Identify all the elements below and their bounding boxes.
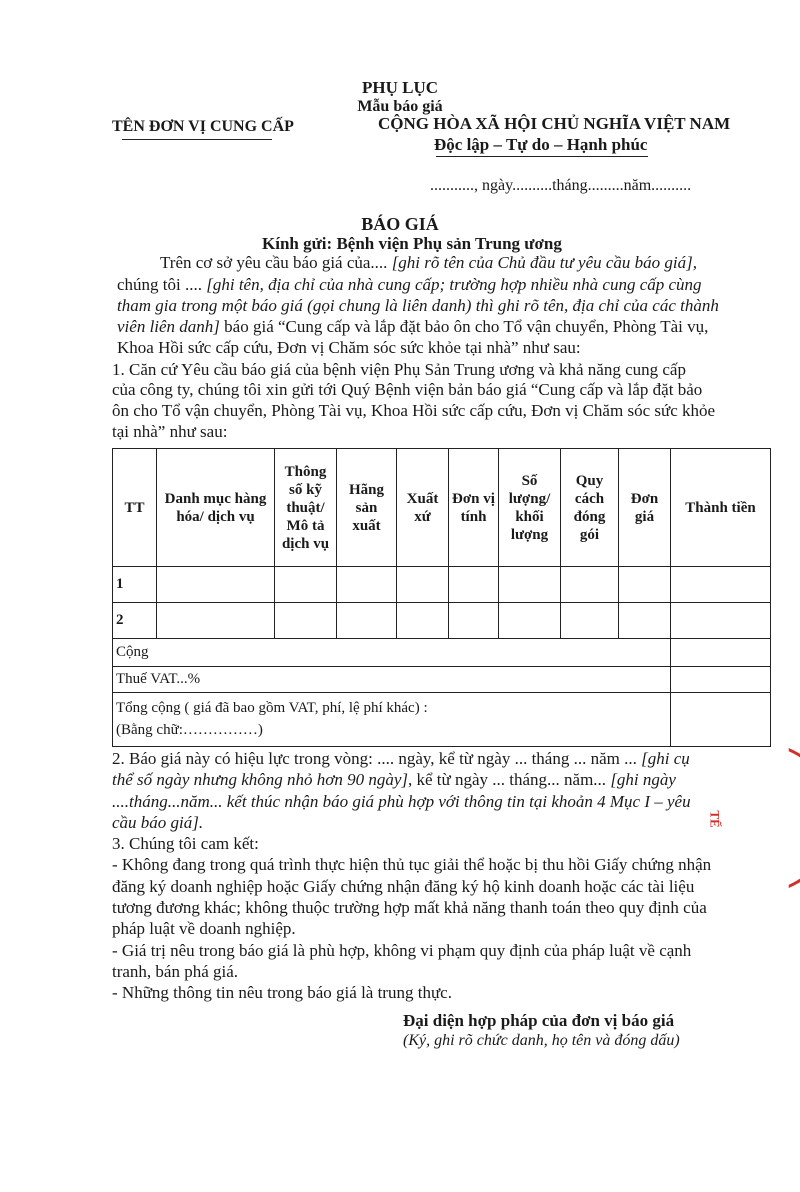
amount-in-words: (Bằng chữ:……………) (116, 722, 263, 738)
intro-line-2: chúng tôi .... [ghi tên, địa chỉ của nhà cung cấp; trường hợp nhiều nhà cung cấp cùng (117, 275, 702, 294)
stamp-text: TẾ (707, 810, 723, 828)
section3-heading: 3. Chúng tôi cam kết: (112, 834, 259, 853)
commitment-2-line-2: tranh, bán phá giá. (112, 962, 239, 981)
header-cell: Thông số kỹ thuật/ Mô tả dịch vụ (275, 449, 337, 567)
recipient-line: Kính gửi: Bệnh viện Phụ sản Trung ương (262, 234, 562, 253)
total-label: Tổng cộng ( giá đã bao gồm VAT, phí, lệ phí khác) : (116, 700, 428, 716)
row-number: 1 (113, 567, 157, 603)
intro-line-1: Trên cơ sở yêu cầu báo giá của.... [ghi rõ tên của Chủ đầu tư yêu cầu báo giá], (160, 253, 698, 272)
section2-line-3: ....tháng...năm... kết thúc nhận báo giá phù hợp với thông tin tại khoản 4 Mục I – yêu (112, 792, 691, 811)
date-line: ..........., ngày..........tháng.........năm.......... (430, 177, 692, 194)
quotation-table (112, 448, 771, 747)
header-cell: Xuất xứ (397, 449, 449, 567)
commitment-1-line-3: tương đương khác; không thuộc trường hợp mất khả năng thanh toán theo quy định của (112, 898, 707, 917)
section1-line-4: tại nhà” như sau: (112, 422, 228, 441)
supplier-underline (122, 139, 272, 140)
appendix-title: PHỤ LỤC (361, 78, 439, 97)
commitment-3: - Những thông tin nêu trong báo giá là trung thực. (112, 983, 452, 1002)
country-name: CỘNG HÒA XÃ HỘI CHỦ NGHĨA VIỆT NAM (378, 114, 731, 133)
vat-row (113, 667, 771, 693)
vat-label: Thuế VAT...% (113, 667, 671, 693)
table-row (113, 603, 771, 639)
total-cell (113, 693, 671, 747)
intro-line-4: viên liên danh] báo giá “Cung cấp và lắp đặt bảo ôn cho Tổ vận chuyển, Phòng Tài vụ, (117, 317, 709, 336)
signature-note: (Ký, ghi rõ chức danh, họ tên và đóng dấu) (403, 1032, 680, 1049)
header-cell: Thành tiền (671, 449, 771, 567)
commitment-1-line-4: pháp luật về doanh nghiệp. (112, 919, 296, 938)
subtotal-row (113, 639, 771, 667)
section2-line-1: 2. Báo giá này có hiệu lực trong vòng: .... ngày, kể từ ngày ... tháng ... năm ... [ghi cụ (112, 749, 690, 768)
row-number: 2 (113, 603, 157, 639)
intro-line-3: tham gia trong một báo giá (gọi chung là liên danh) thì ghi rõ tên, địa chỉ của các thành (117, 296, 719, 315)
motto: Độc lập – Tự do – Hạnh phúc (434, 135, 648, 154)
header-cell: Đơn giá (619, 449, 671, 567)
table-header-row (113, 449, 771, 567)
section2-line-4: cầu báo giá]. (112, 813, 204, 832)
signature-title: Đại diện hợp pháp của đơn vị báo giá (403, 1011, 675, 1030)
table-row (113, 567, 771, 603)
total-row (113, 693, 771, 747)
header-cell: Danh mục hàng hóa/ dịch vụ (157, 449, 275, 567)
supplier-name: TÊN ĐƠN VỊ CUNG CẤP (112, 118, 294, 135)
header-cell: TT (113, 449, 157, 567)
section1-line-3: ôn cho Tổ vận chuyển, Phòng Tài vụ, Khoa Hồi sức cấp cứu, Đơn vị Chăm sóc sức khỏe (112, 401, 716, 420)
header-cell: Hãng sản xuất (337, 449, 397, 567)
intro-line-5: Khoa Hồi sức cấp cứu, Đơn vị Chăm sóc sức khỏe tại nhà” như sau: (117, 338, 581, 357)
section2-line-2: thể số ngày nhưng không nhỏ hơn 90 ngày], kể từ ngày ... tháng... năm... [ghi ngày (112, 770, 676, 789)
subtotal-label: Cộng (113, 639, 671, 667)
motto-underline (436, 156, 648, 157)
document-title: BÁO GIÁ (361, 214, 439, 234)
header-cell: Đơn vị tính (449, 449, 499, 567)
commitment-1-line-2: đăng ký doanh nghiệp hoặc Giấy chứng nhận đăng ký hộ kinh doanh hoặc các tài liệu (112, 877, 695, 896)
section1-line-2: của công ty, chúng tôi xin gửi tới Quý Bệnh viện bản báo giá “Cung cấp và lắp đặt bảo (112, 380, 703, 399)
commitment-2-line-1: - Giá trị nêu trong báo giá là phù hợp, không vi phạm quy định của pháp luật về cạnh (112, 941, 692, 960)
section1-line-1: 1. Căn cứ Yêu cầu báo giá của bệnh viện Phụ Sản Trung ương và khả năng cung cấp (112, 360, 686, 379)
commitment-1-line-1: - Không đang trong quá trình thực hiện thủ tục giải thể hoặc bị thu hồi Giấy chứng nhận (112, 855, 712, 874)
header-cell: Số lượng/ khối lượng (499, 449, 561, 567)
header-cell: Quy cách đóng gói (561, 449, 619, 567)
form-title: Mẫu báo giá (357, 98, 443, 115)
